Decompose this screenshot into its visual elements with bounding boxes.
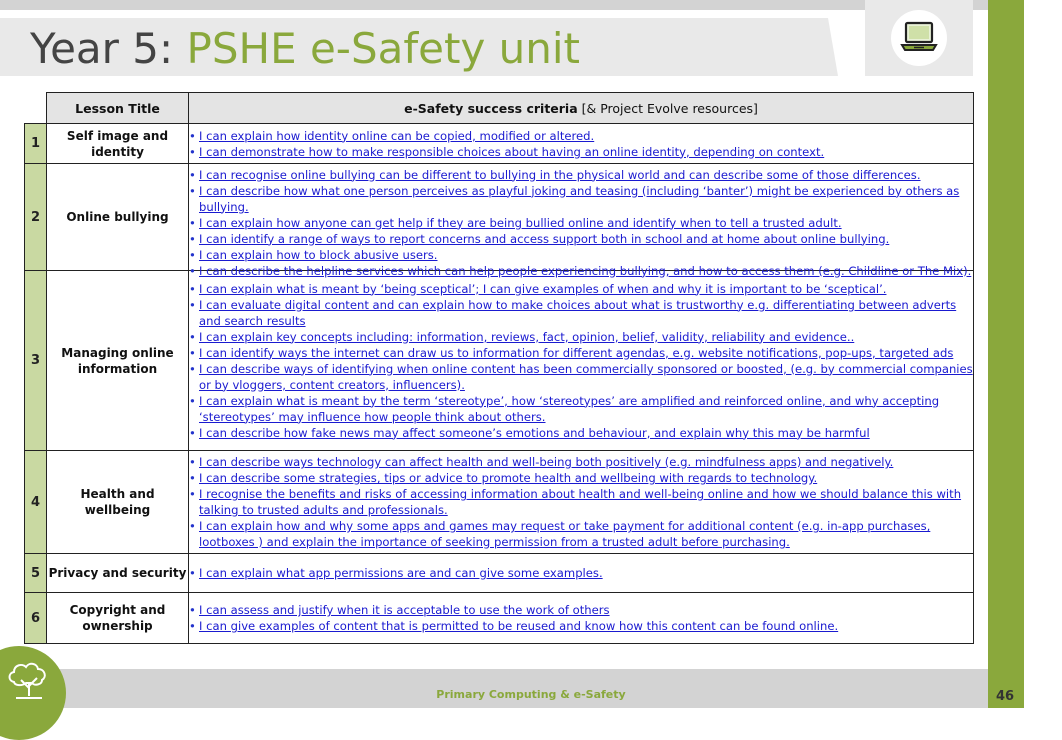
criteria-link[interactable]: I can identify ways the internet can draw us to information for different agendas, e.g. website notifications, pop-ups, targeted ads: [199, 345, 954, 360]
criteria-item: [189, 167, 973, 183]
laptop-icon: [900, 20, 938, 54]
criteria-item: [189, 361, 973, 393]
criteria-link[interactable]: I can demonstrate how to make responsible choices about having an online identity, depending on context.: [199, 144, 825, 159]
criteria-item: [189, 486, 973, 518]
criteria-item: [189, 425, 973, 441]
criteria-item: [189, 470, 973, 486]
criteria-link[interactable]: I can explain how anyone can get help if they are being bullied online and identify when to tell a trusted adult.: [199, 215, 842, 230]
criteria-link[interactable]: I can describe how what one person perceives as playful joking and teasing (including ‘banter’) might be experienced by others as bullying.: [199, 183, 960, 214]
criteria-link[interactable]: I can describe the helpline services which can help people experiencing bullying, and how to access them (e.g. Childline or The Mix).: [199, 263, 972, 278]
criteria-link[interactable]: I can recognise online bullying can be different to bullying in the physical world and can describe some of those differences.: [199, 167, 921, 182]
lesson-title: Self image and identity: [47, 124, 189, 164]
criteria-link[interactable]: I can assess and justify when it is acceptable to use the work of others: [199, 603, 610, 617]
criteria-link[interactable]: I can explain key concepts including: information, reviews, fact, opinion, belief, validity, reliability and evidence..: [199, 329, 855, 344]
criteria-list: [189, 602, 973, 634]
lesson-title: Privacy and security: [47, 554, 189, 593]
criteria-cell: [189, 271, 974, 451]
table-row: [25, 271, 974, 451]
criteria-link[interactable]: I can explain what is meant by ‘being sceptical’; I can give examples of when and why it is important to be ‘sceptical’.: [199, 281, 887, 296]
footer-text: Primary Computing & e-Safety: [436, 688, 626, 701]
criteria-item: [189, 263, 973, 279]
criteria-link[interactable]: I recognise the benefits and risks of accessing information about health and well-being online and how we should balance this with talking to trusted adults and professionals.: [199, 487, 962, 517]
header-blank-cell: [25, 93, 47, 124]
criteria-list: [189, 128, 973, 160]
criteria-item: [189, 297, 973, 329]
criteria-item: [189, 247, 973, 263]
criteria-list: [189, 281, 973, 441]
criteria-link[interactable]: I can explain how and why some apps and games may request or take payment for additional content (e.g. in-app purchases, lootboxes ) and explain the importance of seeking permission from a trusted adult before purchasing.: [199, 519, 931, 549]
title-prefix: Year 5:: [30, 24, 187, 73]
criteria-item: [189, 144, 973, 160]
criteria-list: [189, 565, 973, 581]
criteria-link[interactable]: I can evaluate digital content and can explain how to make choices about what is trustworthy e.g. differentiating between adverts and search results: [199, 297, 957, 328]
table-header-row: [25, 93, 974, 124]
criteria-list: [189, 454, 973, 550]
criteria-item: [189, 618, 973, 634]
top-bar: [0, 0, 988, 10]
lesson-number: 5: [25, 554, 47, 593]
right-accent-bar: [988, 0, 1024, 708]
criteria-item: [189, 215, 973, 231]
criteria-link[interactable]: I can describe some strategies, tips or advice to promote health and wellbeing with regards to technology.: [199, 471, 818, 485]
table-row: [25, 451, 974, 554]
criteria-item: [189, 281, 973, 297]
page-title: [30, 20, 580, 78]
lesson-title: Online bullying: [47, 164, 189, 271]
lesson-number: 2: [25, 164, 47, 271]
criteria-cell: [189, 554, 974, 593]
criteria-cell: [189, 124, 974, 164]
criteria-link[interactable]: I can explain what is meant by the term ‘stereotype’, how ‘stereotypes’ are amplified and reinforced online, and why accepting ‘stereotypes’ may influence how people think about others.: [199, 393, 940, 424]
criteria-header: [189, 93, 974, 124]
criteria-link[interactable]: I can explain how identity online can be copied, modified or altered.: [199, 128, 595, 143]
criteria-header-bold: e-Safety success criteria: [404, 100, 578, 116]
lesson-number: 4: [25, 451, 47, 554]
criteria-item: [189, 518, 973, 550]
criteria-list: [189, 167, 973, 279]
lesson-title: Health and wellbeing: [47, 451, 189, 554]
lesson-number: 6: [25, 593, 47, 644]
criteria-item: [189, 128, 973, 144]
success-criteria-table: [24, 92, 974, 644]
lesson-number: 3: [25, 271, 47, 451]
criteria-item: [189, 454, 973, 470]
criteria-item: [189, 602, 973, 618]
table-row: [25, 124, 974, 164]
criteria-link[interactable]: I can describe ways technology can affect health and well-being both positively (e.g. mindfulness apps) and negatively.: [199, 455, 894, 469]
criteria-item: [189, 565, 973, 581]
tree-logo-icon: [4, 660, 54, 704]
criteria-header-rest: [& Project Evolve resources]: [577, 100, 758, 116]
criteria-link[interactable]: I can give examples of content that is permitted to be reused and know how this content can be found online.: [199, 619, 839, 633]
table-row: [25, 164, 974, 271]
lesson-title: Managing online information: [47, 271, 189, 451]
criteria-item: [189, 183, 973, 215]
criteria-item: [189, 231, 973, 247]
lesson-title-header: Lesson Title: [47, 93, 189, 124]
criteria-link[interactable]: I can explain how to block abusive users.: [199, 247, 438, 262]
lesson-number: 1: [25, 124, 47, 164]
table-row: [25, 554, 974, 593]
criteria-cell: [189, 164, 974, 278]
criteria-cell: [189, 451, 974, 554]
lesson-title: Copyright and ownership: [47, 593, 189, 644]
title-accent: PSHE e-Safety unit: [186, 24, 581, 73]
criteria-item: [189, 329, 973, 345]
page-number: 46: [996, 689, 1015, 704]
criteria-item: [189, 345, 973, 361]
criteria-link[interactable]: I can describe ways of identifying when online content has been commercially sponsored or boosted, (e.g. by commercial companies or by vloggers, content creators, influencers).: [199, 361, 973, 392]
criteria-link[interactable]: I can explain what app permissions are and can give some examples.: [199, 566, 603, 580]
criteria-item: [189, 393, 973, 425]
criteria-cell: [189, 593, 974, 644]
criteria-link[interactable]: I can identify a range of ways to report concerns and access support both in school and at home about online bullying.: [199, 231, 890, 246]
criteria-link[interactable]: I can describe how fake news may affect someone’s emotions and behaviour, and explain why this may be harmful: [199, 425, 870, 440]
table-row: [25, 593, 974, 644]
